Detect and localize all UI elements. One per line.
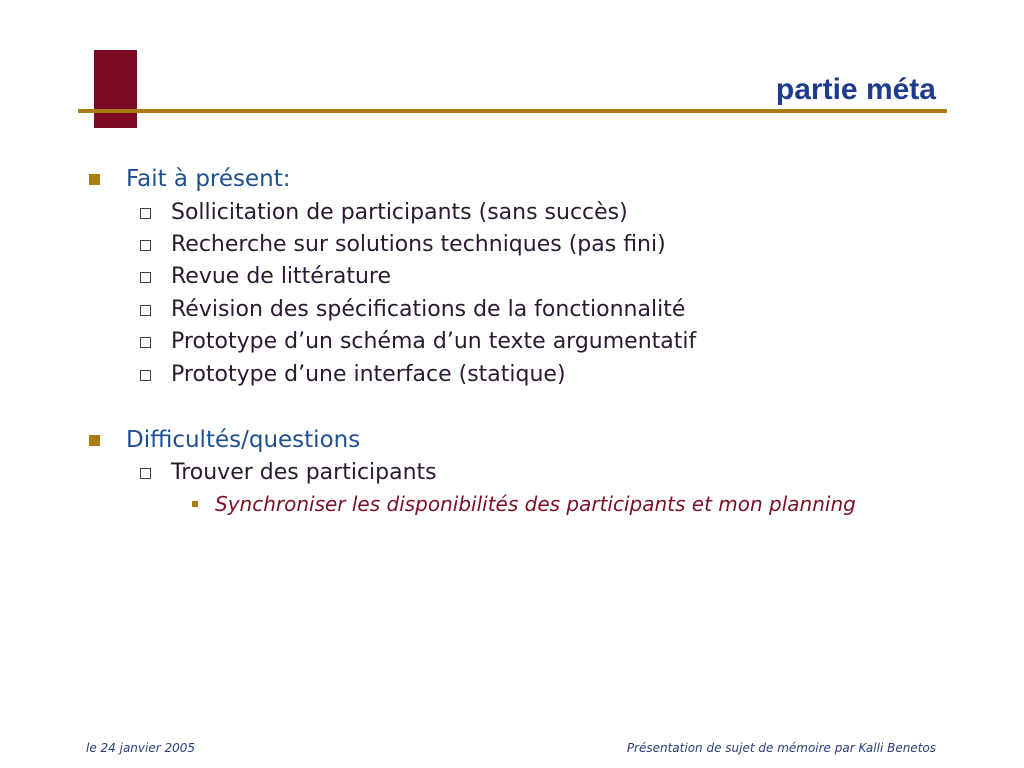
section-heading: Fait à présent: [126, 166, 291, 192]
hollow-square-bullet-icon [140, 240, 151, 251]
small-square-bullet-icon [192, 501, 198, 507]
square-bullet-icon [89, 174, 100, 185]
section-heading: Difficultés/questions [126, 427, 361, 453]
list-item: Revue de littérature [171, 264, 392, 289]
hollow-square-bullet-icon [140, 272, 151, 283]
slide-title: partie méta [775, 73, 936, 106]
list-item: Recherche sur solutions techniques (pas fini) [171, 232, 666, 257]
list-item: Prototype d’une interface (statique) [171, 362, 566, 387]
title-accent-block [94, 50, 137, 128]
list-item: Sollicitation de participants (sans succès) [171, 200, 628, 225]
list-item: Prototype d’un schéma d’un texte argumentatif [171, 329, 697, 354]
footer-presenter: Présentation de sujet de mémoire par Kalli Benetos [626, 741, 936, 755]
list-item: Trouver des participants [171, 460, 437, 485]
title-rule [78, 109, 947, 113]
square-bullet-icon [89, 435, 100, 446]
sub-list-item: Synchroniser les disponibilités des participants et mon planning [215, 492, 856, 516]
footer-date: le 24 janvier 2005 [86, 741, 196, 755]
hollow-square-bullet-icon [140, 208, 151, 219]
hollow-square-bullet-icon [140, 305, 151, 316]
hollow-square-bullet-icon [140, 337, 151, 348]
list-item: Révision des spécifications de la fonctionnalité [171, 297, 686, 322]
hollow-square-bullet-icon [140, 370, 151, 381]
hollow-square-bullet-icon [140, 468, 151, 479]
